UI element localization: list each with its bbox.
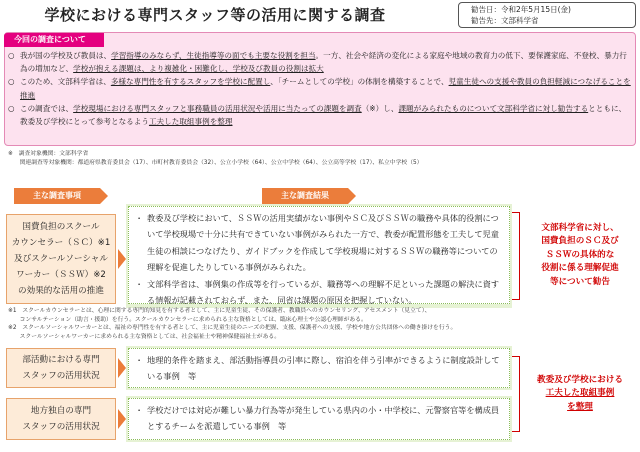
recommendation-line: 文部科学省に対し、 (541, 223, 619, 233)
bullet-text-underlined: 工夫した取組事例を整理 (148, 117, 233, 127)
bullet-text: とともに、教委及び学校にとって参考となるよう (20, 103, 627, 127)
bullet-text-underlined: 学校が抱える課題は、より複雑化・困難化し、学校及び教員の役割は拡大 (73, 64, 324, 74)
item-line: スタッフの活用状況 (22, 371, 100, 381)
row-arrow (118, 249, 126, 269)
result-box-club (128, 348, 510, 388)
bullet-text: 我が国の学校及び教員は、 (20, 51, 112, 60)
survey-bullets (8, 49, 632, 128)
page-title: 学校における専門スタッフ等の活用に関する調査 (44, 6, 386, 24)
bullet-text: このため、文部科学省は、 (20, 77, 111, 87)
result-text: 文部科学省は、事例集の作成等を行っているが、職務等への理解不足といった課題の解決に資する情報が記載されておらず、また、同省は課題の原因を把握していない。 (147, 278, 500, 306)
bullet-text: 、「チームとしての学校」の体制を構築することで、 (270, 77, 449, 87)
recommendation-text (524, 374, 636, 414)
agencies-related: 関連調査等対象機関：都道府県教育委員会（17）、市町村教育委員会（32）、公立小学校（64）、公立中学校（64）、公立高等学校（17）、私立中学校（5） (19, 159, 423, 166)
result-text: 地理的条件を踏まえ、部活動指導員の引率に際し、宿泊を伴う引率ができるように制度設計している事例 等 (147, 355, 500, 382)
survey-bullet (8, 75, 632, 101)
agencies-note (8, 150, 628, 167)
recommendation-line: 役割に係る理解促進 (541, 263, 619, 274)
results-header-arrow (348, 188, 356, 204)
bullet-text-underlined: 課題がみられたものについて文部科学省に対し勧告する (398, 103, 589, 113)
item-line: スタッフの活用状況 (22, 422, 100, 432)
survey-tab: 今回の調査について (4, 33, 104, 47)
recommendation-line: 国費負担のＳＣ及び (541, 236, 619, 247)
item-line: カウンセラー（ＳＣ）※1 (11, 238, 111, 248)
bullet-text-underlined: 学習指導のみならず、生徒指導等の面でも主要な役割を担当 (111, 51, 316, 60)
bullet-mark: ○ (8, 77, 15, 87)
recommend-bracket (512, 212, 520, 300)
survey-item-local (6, 398, 116, 440)
recommendation-line: 教委及び学校における (537, 375, 623, 385)
recommendation-line: 工夫した取組事例 (545, 388, 615, 399)
recommend-bracket (512, 356, 520, 432)
row-arrow (118, 358, 126, 378)
bullet-dot: ・ (135, 355, 144, 365)
result-text: 教委及び学校において、ＳＳＷの活用実績がない事例やＳＣ及びＳＳＷの職務や具体的役割について学校現場で十分に共有できていない事例がみられた一方で、教委が配置形態を工夫して児童生徒の相談につなげたり、ガイドブックを作成して学校現場に対するＳＳＷの職務等についての理解を促進したりしている事例がみられた。 (147, 213, 499, 273)
result-box-sc-ssw (128, 206, 510, 304)
bullet-mark: ○ (8, 51, 15, 60)
item-line: 地方独自の専門 (30, 406, 92, 416)
bullet-text: この調査では、 (20, 103, 74, 113)
bullet-text: （※）し、 (361, 103, 399, 113)
row-arrow (118, 409, 126, 429)
item-line: 部活動における専門 (22, 355, 100, 365)
items-header: 主な調査事項 (14, 188, 100, 204)
result-text: 学校だけでは対応が難しい暴力行為等が発生している県内の小・中学校に、元警察官等を構成員とするチームを派遣している事例 等 (147, 405, 500, 432)
survey-item-club (6, 348, 116, 388)
item-line: の効果的な活用の推進 (18, 286, 104, 296)
bullet-text-underlined: 多様な専門性を有するスタッフを学校に配置し (110, 77, 271, 87)
item-line: 及びスクールソーシャル (13, 254, 108, 264)
bullet-dot: ・ (135, 278, 144, 289)
survey-item-sc-ssw (6, 214, 116, 304)
footnote-line: コンサルテーション（助言・援助）を行う。スクールカウンセラーに求められる主な資格としては、臨床心理士や公認心理師がある。 (8, 316, 367, 323)
item-line: ワーカー（ＳＳＷ）※2 (16, 270, 106, 280)
recommendation-text (524, 222, 636, 289)
agencies-primary: 調査対象機関：文部科学省 (18, 151, 89, 157)
bullet-dot: ・ (135, 405, 144, 415)
bullet-text-underlined: 学校現場における専門スタッフと事務職員の活用状況や活用に当たっての課題を調査 (73, 103, 362, 113)
survey-bullet (8, 102, 632, 128)
item-line: 国費負担のスクール (22, 222, 100, 232)
recommendation-line: ＳＳＷの具体的な (545, 249, 615, 260)
items-header-arrow (100, 188, 108, 204)
bullet-mark: ○ (8, 103, 15, 113)
footnote-line: ※1 スクールカウンセラーとは、心理に関する専門的知見を有する者として、主に児童生徒、その保護者、教職員へのカウンセリング、アセスメント（見立て）、 (8, 308, 431, 314)
recommendation-line: 等について勧告 (550, 276, 610, 287)
result-box-local (128, 398, 510, 440)
footnote-line: スクールソーシャルワーカーに求められる主な資格としては、社会福祉士や精神保健福祉士がある。 (8, 333, 280, 340)
note-mark: ※ (8, 151, 13, 157)
footnotes (8, 307, 628, 341)
issue-info-box (458, 2, 636, 28)
bullet-dot: ・ (135, 213, 144, 223)
bullet-text: 。一方、社会や経済の変化による家庭や地域の教育力の低下、要保護家庭、不登校、暴力行為の増加など、 (20, 51, 627, 74)
survey-bullet (8, 49, 632, 75)
footnote-line: ※2 スクールソーシャルワーカーとは、福祉の専門性を有する者として、主に児童生徒のニーズの把握、支援、保護者への支援、学校や地方公共団体への働き掛けを行う。 (8, 325, 457, 332)
results-header: 主な調査結果 (262, 188, 348, 204)
issue-date: 勧告日：令和2年5月15日(金) (471, 5, 571, 14)
bullet-text-underlined: 児童生徒への支援や教員の負担軽減につなげることを推進 (20, 77, 631, 100)
recommendation-line: を整理 (567, 401, 593, 412)
issue-recipient: 勧告先：文部科学省 (471, 16, 539, 25)
